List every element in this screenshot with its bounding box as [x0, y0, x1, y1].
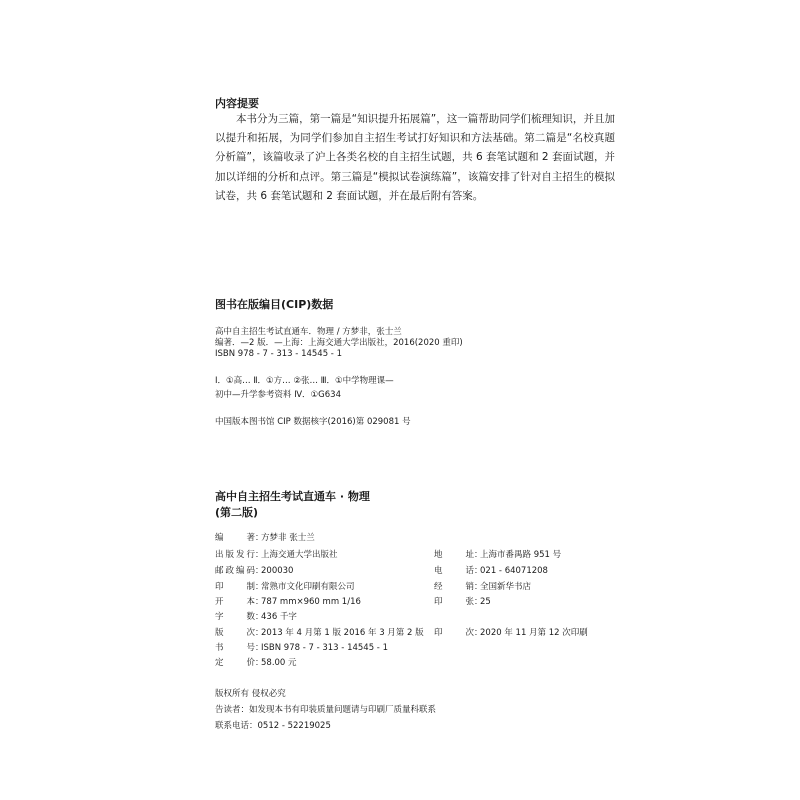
info-label: 字数	[215, 612, 255, 622]
cip-classification-1: Ⅰ．①高… Ⅱ．①方… ②张… Ⅲ．①中学物理课—	[215, 376, 394, 386]
book-title: 高中自主招生考试直通车 · 物理	[215, 490, 370, 503]
info-editors: 编著：方梦非 张士兰	[215, 533, 315, 543]
info-value: 2020 年 11 月第 12 次印刷	[480, 628, 588, 638]
info-printer: 印制：常熟市文化印刷有限公司	[215, 582, 355, 592]
info-value: 2013 年 4 月第 1 版 2016 年 3 月第 2 版	[261, 628, 424, 638]
info-label: 印次	[434, 628, 474, 638]
cip-heading: 图书在版编目(CIP)数据	[215, 298, 334, 311]
summary-paragraph: 本书分为三篇，第一篇是“知识提升拓展篇”，这一篇帮助同学们梳理知识，并且加以提升和拓展，为同学们参加自主招生考试打好知识和方法基础。第二篇是“名校真题分析篇”，该篇收录了沪上各类名校的自主招生试题，共 6 套笔试题和 2 套面试题，并加以详细的分析和点评。第三篇是“模拟试卷演练篇”，该篇安排了针对自主招生的模拟试卷，共 6 套笔试题和 2 套面试题，并在最后附有答案。	[215, 113, 615, 202]
info-value: 上海交通大学出版社	[261, 550, 338, 560]
info-value: 方梦非 张士兰	[261, 533, 315, 543]
info-value: 787 mm×960 mm 1/16	[261, 597, 361, 607]
info-sheets: 印张：25	[434, 597, 491, 607]
info-edition: 版次：2013 年 4 月第 1 版 2016 年 3 月第 2 版	[215, 628, 424, 638]
info-label: 编著	[215, 533, 255, 543]
info-value: 200030	[261, 566, 294, 576]
info-value: 常熟市文化印刷有限公司	[261, 582, 355, 592]
info-value: 上海市番禺路 951 号	[480, 550, 562, 560]
info-value: 58.00 元	[261, 658, 297, 668]
reader-notice: 告读者：如发现本书有印装质量问题请与印刷厂质量科联系	[215, 705, 437, 715]
copyright-notice: 版权所有 侵权必究	[215, 689, 286, 699]
info-value: 25	[480, 597, 491, 607]
info-format: 开本：787 mm×960 mm 1/16	[215, 597, 361, 607]
book-edition: (第二版)	[215, 506, 259, 519]
info-value: 436 千字	[261, 612, 297, 622]
info-label: 开本	[215, 597, 255, 607]
info-label: 书号	[215, 643, 255, 653]
info-isbn: 书号：ISBN 978 - 7 - 313 - 14545 - 1	[215, 643, 388, 653]
info-label: 地址	[434, 550, 474, 560]
info-phone: 电话：021 - 64071208	[434, 566, 548, 576]
cip-line-edition: 编著．—2 版．—上海：上海交通大学出版社，2016(2020 重印)	[215, 338, 463, 348]
info-label: 出版发行	[215, 550, 255, 560]
info-printing: 印次：2020 年 11 月第 12 次印刷	[434, 628, 588, 638]
info-label: 印制	[215, 582, 255, 592]
info-words: 字数：436 千字	[215, 612, 297, 622]
info-value: 全国新华书店	[480, 582, 532, 592]
info-label: 印张	[434, 597, 474, 607]
contact-phone: 联系电话：0512 - 52219025	[215, 721, 331, 731]
cip-line-isbn: ISBN 978 - 7 - 313 - 14545 - 1	[215, 349, 342, 359]
info-address: 地址：上海市番禺路 951 号	[434, 550, 562, 560]
cip-number-note: 中国版本图书馆 CIP 数据核字(2016)第 029081 号	[215, 417, 411, 427]
info-label: 定价	[215, 658, 255, 668]
info-label: 邮政编码	[215, 566, 255, 576]
summary-body	[215, 110, 615, 206]
info-value: 021 - 64071208	[480, 566, 548, 576]
info-publisher: 出版发行：上海交通大学出版社	[215, 550, 338, 560]
info-price: 定价：58.00 元	[215, 658, 297, 668]
cip-classification-2: 初中—升学参考资料 Ⅳ．①G634	[215, 390, 341, 400]
info-label: 电话	[434, 566, 474, 576]
summary-heading: 内容提要	[215, 97, 259, 110]
info-distributor: 经销：全国新华书店	[434, 582, 532, 592]
cip-line-title: 高中自主招生考试直通车．物理 / 方梦非，张士兰	[215, 327, 402, 337]
info-postcode: 邮政编码：200030	[215, 566, 294, 576]
info-label: 经销	[434, 582, 474, 592]
info-label: 版次	[215, 628, 255, 638]
info-value: ISBN 978 - 7 - 313 - 14545 - 1	[261, 643, 388, 653]
